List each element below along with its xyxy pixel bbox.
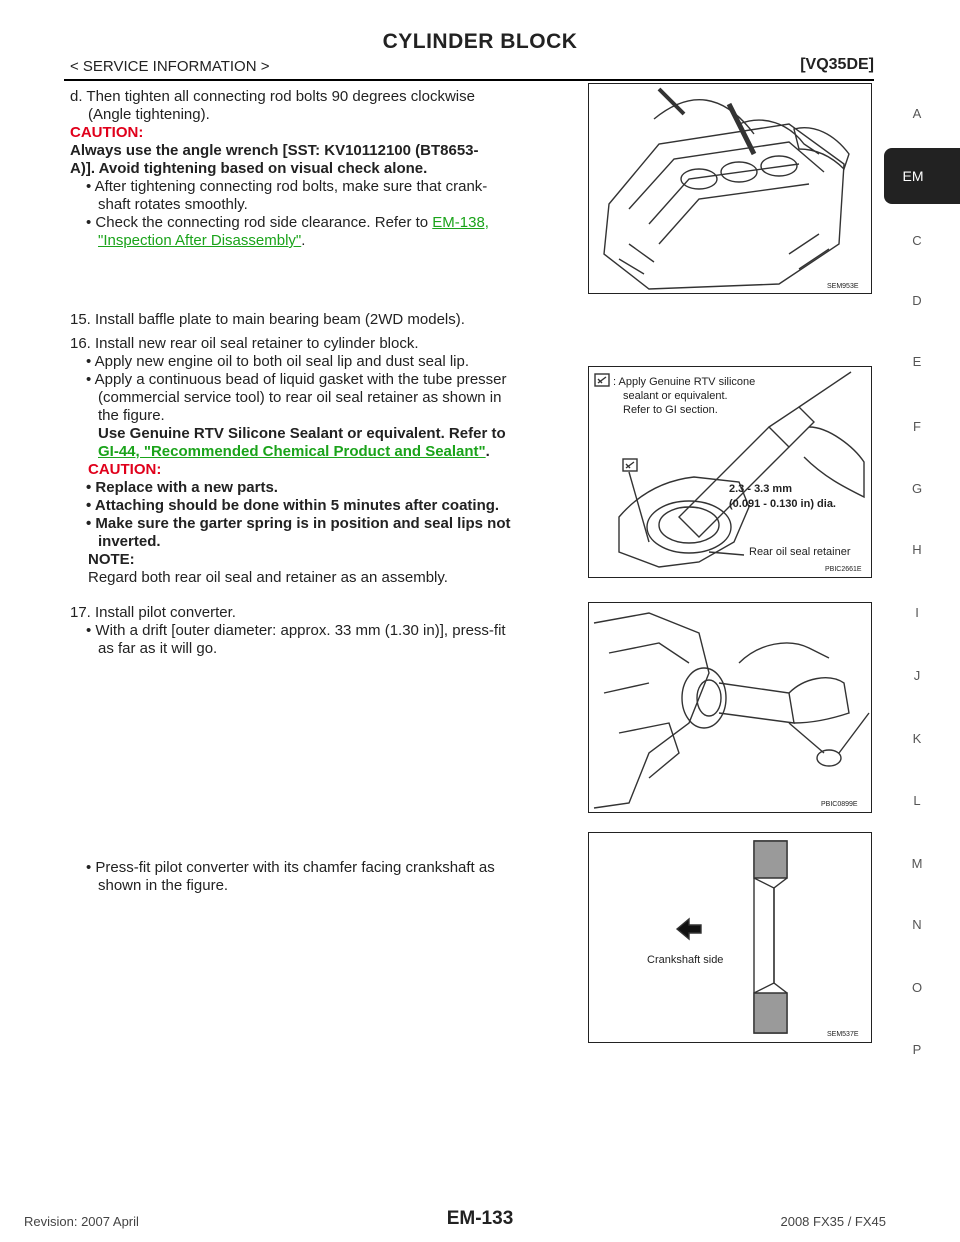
caution-text: Always use the angle wrench [SST: KV10112100 (BT8653-	[70, 142, 479, 159]
step-17-bullet2: • Press-fit pilot converter with its chamfer facing crankshaft as	[86, 859, 495, 876]
side-tab-i[interactable]: I	[915, 605, 919, 620]
section-label: < SERVICE INFORMATION >	[70, 58, 270, 75]
step-17-bullet1-cont: as far as it will go.	[98, 640, 218, 657]
side-tab-k[interactable]: K	[912, 731, 922, 746]
figure-code-fig2: PBIC2661E	[825, 566, 862, 573]
step-16-use-ref: GI-44, "Recommended Chemical Product and Sealant".	[98, 443, 490, 460]
side-tab-e[interactable]: E	[912, 354, 922, 369]
link-gi-44[interactable]: GI-44, "Recommended Chemical Product and Sealant"	[98, 443, 486, 460]
figure-pilot-converter-chamfer	[588, 832, 872, 1043]
note-text: Regard both rear oil seal and retainer as an assembly.	[88, 569, 448, 586]
step-16-caution-2: • Attaching should be done within 5 minutes after coating.	[86, 497, 500, 514]
step-17-part2	[70, 859, 580, 895]
step-d	[70, 88, 580, 250]
dimension-in: (0.091 - 0.130 in) dia.	[729, 498, 836, 510]
legend-line1: : Apply Genuine RTV silicone	[613, 376, 756, 388]
step-16-title: 16. Install new rear oil seal retainer to cylinder block.	[70, 335, 419, 352]
figure-pilot-converter-drift	[588, 602, 872, 813]
side-tab-m[interactable]: M	[911, 856, 923, 871]
engine-code: [VQ35DE]	[800, 56, 874, 73]
step-16-bullet2-cont2: the figure.	[98, 407, 165, 424]
step-17	[70, 604, 580, 658]
step-16-bullet2-cont: (commercial service tool) to rear oil seal retainer as shown in	[98, 389, 502, 406]
step-d-bullet1: • After tightening connecting rod bolts, make sure that crank-	[86, 178, 488, 195]
rear-oil-seal-illustration	[589, 367, 871, 577]
figure-code-fig3: PBIC0899E	[821, 801, 858, 808]
step-17-bullet2-cont: shown in the figure.	[98, 877, 229, 894]
part-label: Rear oil seal retainer	[749, 546, 851, 558]
footer-model: 2008 FX35 / FX45	[780, 1214, 886, 1229]
chamfer-cross-section	[589, 833, 871, 1042]
side-tab-n[interactable]: N	[912, 917, 922, 932]
step-15: 15. Install baffle plate to main bearing beam (2WD models).	[70, 311, 465, 328]
footer-revision: Revision: 2007 April	[24, 1214, 139, 1229]
step-16-caution-3: • Make sure the garter spring is in position and seal lips not	[86, 515, 511, 532]
link-em-138[interactable]: EM-138,	[432, 214, 489, 231]
caution-label: CAUTION:	[70, 124, 144, 141]
side-tab-d[interactable]: D	[912, 293, 922, 308]
side-tab-p[interactable]: P	[912, 1042, 922, 1057]
dimension-mm: 2.3 - 3.3 mm	[729, 483, 792, 495]
step-16-bullet1: • Apply new engine oil to both oil seal lip and dust seal lip.	[86, 353, 470, 370]
figure-crankshaft-angle-wrench	[588, 83, 872, 294]
legend-line2: sealant or equivalent.	[623, 390, 728, 402]
side-tab-l[interactable]: L	[913, 793, 921, 808]
side-tab-g[interactable]: G	[911, 481, 923, 496]
pilot-converter-illustration	[589, 603, 871, 812]
side-tab-active[interactable]: EM	[884, 148, 960, 204]
header-rule	[64, 79, 874, 81]
page-number: EM-133	[446, 1208, 514, 1229]
side-tab-a[interactable]: A	[912, 106, 922, 121]
step-16-caution-1: • Replace with a new parts.	[86, 479, 278, 496]
link-inspection-after-disassembly[interactable]: "Inspection After Disassembly"	[98, 232, 302, 249]
side-tab-j[interactable]: J	[913, 668, 921, 683]
figure-code-fig4: SEM537E	[827, 1031, 859, 1038]
step-16-caution-3-cont: inverted.	[98, 533, 161, 550]
figure-rear-oil-seal-retainer	[588, 366, 872, 578]
step-16-use: Use Genuine RTV Silicone Sealant or equivalent. Refer to	[98, 425, 506, 442]
step-16-caution-label: CAUTION:	[88, 461, 162, 478]
arrow-left-icon	[677, 919, 701, 939]
note-label: NOTE:	[88, 551, 135, 568]
side-tab-c[interactable]: C	[912, 233, 922, 248]
legend-line3: Refer to GI section.	[623, 404, 718, 416]
side-tab-f[interactable]: F	[913, 419, 921, 434]
side-tab-o[interactable]: O	[911, 980, 923, 995]
page-title: CYLINDER BLOCK	[382, 30, 578, 53]
step-d-bullet2-cont: "Inspection After Disassembly".	[98, 232, 306, 249]
caution-text-2: A)]. Avoid tightening based on visual check alone.	[70, 160, 428, 177]
crankshaft-side-label: Crankshaft side	[647, 954, 724, 966]
step-d-bullet1-cont: shaft rotates smoothly.	[98, 196, 248, 213]
step-17-title: 17. Install pilot converter.	[70, 604, 236, 621]
step-16-bullet2: • Apply a continuous bead of liquid gasket with the tube presser	[86, 371, 507, 388]
step-d-line1: d. Then tighten all connecting rod bolts 90 degrees clockwise	[70, 88, 475, 105]
step-16	[70, 335, 580, 587]
figure-code-fig1: SEM953E	[827, 283, 859, 290]
engine-block-illustration	[589, 84, 871, 293]
side-tab-h[interactable]: H	[912, 542, 922, 557]
step-d-bullet2: • Check the connecting rod side clearance. Refer to EM-138,	[86, 214, 489, 231]
step-17-bullet1: • With a drift [outer diameter: approx. 33 mm (1.30 in)], press-fit	[86, 622, 506, 639]
step-d-line2: (Angle tightening).	[88, 106, 210, 123]
